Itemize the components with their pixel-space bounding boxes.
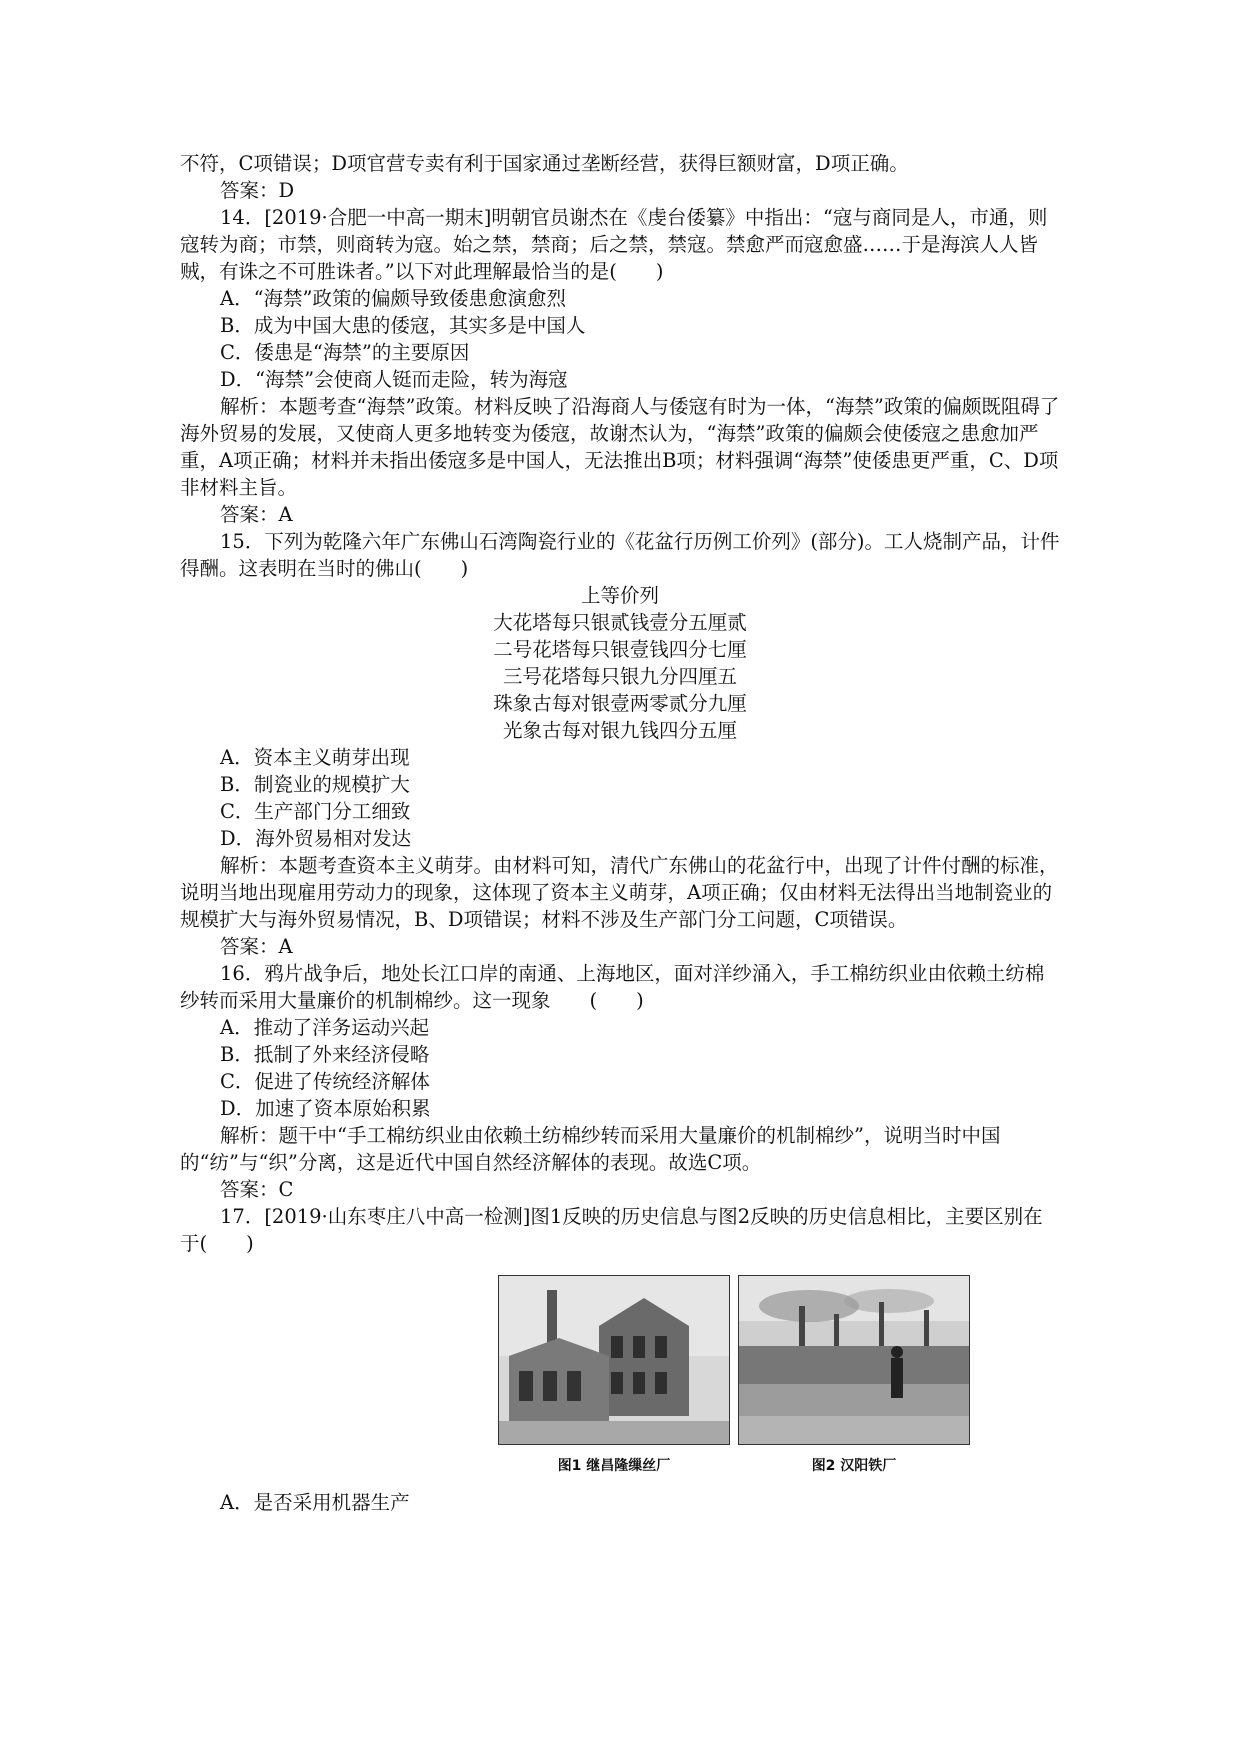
q15-option-b: B．制瓷业的规模扩大 [220,773,410,796]
q14-answer: 答案：A [220,503,293,526]
q17-option-a: A．是否采用机器生产 [220,1491,410,1514]
factory-photo-1 [498,1275,730,1445]
price-list-row: 珠象古每对银壹两零贰分九厘 [493,692,747,715]
figure-1 [498,1275,730,1475]
figure-2 [738,1275,970,1475]
price-list-row: 大花塔每只银贰钱壹分五厘贰 [493,611,747,634]
q14-option-c: C．倭患是“海禁”的主要原因 [220,341,470,364]
q15-option-d: D．海外贸易相对发达 [220,827,412,850]
figure-1-caption: 图1 继昌隆缫丝厂 [557,1458,671,1474]
question-14-stem: 14．[2019·合肥一中高一期末]明朝官员谢杰在《虔台倭纂》中指出：“寇与商同是人，市通，则寇转为商；市禁，则商转为寇。始之禁，禁商；后之禁，禁寇。禁愈严而寇愈盛……于是海滨人人皆贼，有诛之不可胜诛者。”以下对此理解最恰当的是( ) [180,206,1048,283]
price-list-title: 上等价列 [580,584,659,607]
q15-option-a: A．资本主义萌芽出现 [220,746,410,769]
figure-2-caption: 图2 汉阳铁厂 [811,1458,897,1474]
document-page [180,150,1060,1516]
q15-analysis: 解析：本题考查资本主义萌芽。由材料可知，清代广东佛山的花盆行中，出现了计件付酬的标准，说明当地出现雇用劳动力的现象，这体现了资本主义萌芽，A项正确；仅由材料无法得出当地制瓷业的规模扩大与海外贸易情况，B、D项错误；材料不涉及生产部门分工问题，C项错误。 [180,854,1059,931]
figures-row [408,1275,1060,1475]
continuation-line: 不符，C项错误；D项官营专卖有利于国家通过垄断经营，获得巨额财富，D项正确。 [180,152,909,175]
q14-option-d: D．“海禁”会使商人铤而走险，转为海寇 [220,368,568,391]
price-list-row: 光象古每对银九钱四分五厘 [502,719,737,742]
question-16-stem: 16．鸦片战争后，地处长江口岸的南通、上海地区，面对洋纱涌入，手工棉纺织业由依赖土纺棉纱转而采用大量廉价的机制棉纱。这一现象 ( ) [180,962,1045,1012]
q14-option-b: B．成为中国大患的倭寇，其实多是中国人 [220,314,586,337]
factory-photo-2 [738,1275,970,1445]
q15-answer: 答案：A [220,935,293,958]
price-list-row: 二号花塔每只银壹钱四分七厘 [493,638,747,661]
price-list-row: 三号花塔每只银九分四厘五 [502,665,737,688]
question-17-stem: 17．[2019·山东枣庄八中高一检测]图1反映的历史信息与图2反映的历史信息相比，主要区别在于( ) [180,1205,1043,1255]
q16-answer: 答案：C [220,1178,294,1201]
price-list [180,582,1060,744]
q16-option-b: B．抵制了外来经济侵略 [220,1043,430,1066]
q15-option-c: C．生产部门分工细致 [220,800,411,823]
q16-option-d: D．加速了资本原始积累 [220,1097,431,1120]
q16-option-c: C．促进了传统经济解体 [220,1070,430,1093]
q16-option-a: A．推动了洋务运动兴起 [220,1016,430,1039]
q16-analysis: 解析：题干中“手工棉纺织业由依赖土纺棉纱转而采用大量廉价的机制棉纱”，说明当时中国的“纺”与“织”分离，这是近代中国自然经济解体的表现。故选C项。 [180,1124,1001,1174]
q14-analysis: 解析：本题考查“海禁”政策。材料反映了沿海商人与倭寇有时为一体，“海禁”政策的偏颇既阻碍了海外贸易的发展，又使商人更多地转变为倭寇，故谢杰认为，“海禁”政策的偏颇会使倭寇之患愈加严重，A项正确；材料并未指出倭寇多是中国人，无法推出B项；材料强调“海禁”使倭患更严重，C、D项非材料主旨。 [180,395,1060,499]
q14-option-a: A．“海禁”政策的偏颇导致倭患愈演愈烈 [220,287,567,310]
answer-13: 答案：D [220,179,295,202]
question-15-stem: 15．下列为乾隆六年广东佛山石湾陶瓷行业的《花盆行历例工价列》(部分)。工人烧制产品，计件得酬。这表明在当时的佛山( ) [180,530,1060,580]
